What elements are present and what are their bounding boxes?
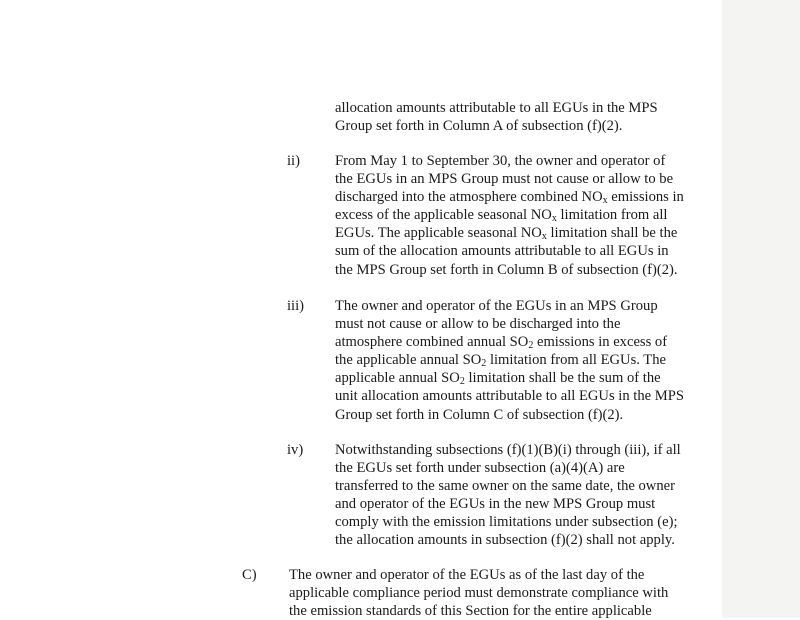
- page-gutter: [722, 0, 800, 618]
- item-label-ii: ii): [287, 153, 300, 169]
- paragraph-line: Notwithstanding subsections (f)(1)(B)(i) through (iii), if all: [335, 442, 681, 458]
- paragraph-line: the emission standards of this Section for the entire applicable: [289, 603, 652, 620]
- item-paragraph-iii: [335, 297, 684, 424]
- paragraph-line: The owner and operator of the EGUs as of the last day of the: [289, 567, 645, 583]
- paragraph-line: discharged into the atmosphere combined $NO_x$ emissions in: [335, 189, 684, 207]
- paragraph-line: the EGUs set forth under subsection (a)(4)(A) are: [335, 460, 625, 477]
- continuation-paragraph: [335, 99, 658, 135]
- paragraph-line: the MPS Group set forth in Column B of subsection (f)(2).: [335, 261, 678, 278]
- paragraph-line: the EGUs in an MPS Group must not cause or allow to be: [335, 171, 674, 188]
- paragraph-line: comply with the emission limitations under subsection (e);: [335, 514, 678, 531]
- paragraph-line: transferred to the same owner on the same date, the owner: [335, 478, 675, 495]
- paragraph-line: From May 1 to September 30, the owner and operator of: [335, 153, 666, 169]
- paragraph-line: applicable compliance period must demonstrate compliance with: [289, 585, 669, 602]
- paragraph-line: the applicable annual $SO_2$ limitation from all EGUs. The: [335, 352, 666, 370]
- item-paragraph-iv: [335, 441, 681, 550]
- paragraph-line: and operator of the EGUs in the new MPS Group must: [335, 496, 656, 513]
- section-label-c: C): [242, 567, 257, 583]
- paragraph-line: must not cause or allow to be discharged into the: [335, 316, 621, 333]
- item-paragraph-ii: [335, 152, 684, 279]
- item-label-iii: iii): [287, 298, 305, 314]
- paragraph-line: The owner and operator of the EGUs in an MPS Group: [335, 298, 658, 314]
- paragraph-line: applicable annual $SO_2$ limitation shall be the sum of the: [335, 370, 661, 388]
- paragraph-line: Group set forth in Column C of subsection (f)(2).: [335, 406, 624, 423]
- paragraph-line: unit allocation amounts attributable to all EGUs in the MPS: [335, 388, 684, 405]
- item-label-iv: iv): [287, 442, 304, 458]
- paragraph-line: excess of the applicable seasonal $NO_x$ limitation from all: [335, 207, 668, 225]
- continuation-line: Group set forth in Column A of subsection (f)(2).: [335, 118, 623, 135]
- continuation-line: allocation amounts attributable to all EGUs in the MPS: [335, 100, 658, 116]
- paragraph-line: sum of the allocation amounts attributable to all EGUs in: [335, 243, 669, 260]
- paragraph-line: atmosphere combined annual $SO_2$ emissions in excess of: [335, 334, 668, 352]
- paragraph-line: the allocation amounts in subsection (f)(2) shall not apply.: [335, 532, 675, 549]
- section-c-paragraph: [289, 566, 668, 620]
- paragraph-line: EGUs. The applicable seasonal $NO_x$ limitation shall be the: [335, 225, 678, 243]
